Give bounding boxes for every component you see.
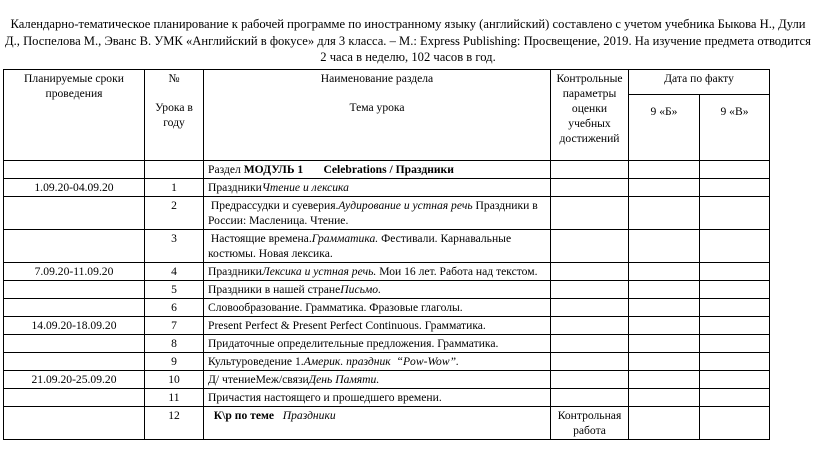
table-row <box>4 281 770 299</box>
topic-part-c: Мои 16 лет. Работа над текстом. <box>376 265 538 278</box>
table-row <box>4 353 770 371</box>
control-cell <box>551 371 629 389</box>
section-name: Celebrations / Праздники <box>323 163 454 176</box>
topic-part-b: Америк. праздник “Pow-Wow”. <box>303 355 459 368</box>
planned-date-cell <box>4 335 145 353</box>
lesson-number-cell: 6 <box>145 299 204 317</box>
actual-date-cell <box>629 389 700 407</box>
planned-date-cell: 21.09.20-25.09.20 <box>4 371 145 389</box>
topic-part-a: Present Perfect & Present Perfect Continuous. Грамматика. <box>208 319 486 332</box>
lesson-topic-cell <box>204 335 551 353</box>
table-row <box>4 407 770 440</box>
header-class-b: 9 «Б» <box>629 95 700 161</box>
table-row <box>4 389 770 407</box>
planned-date-cell <box>4 281 145 299</box>
actual-date-cell <box>700 317 770 335</box>
lesson-topic-cell <box>204 179 551 197</box>
control-cell <box>551 335 629 353</box>
actual-date-cell <box>700 299 770 317</box>
lesson-number-cell: 5 <box>145 281 204 299</box>
control-cell <box>551 263 629 281</box>
actual-date-cell <box>700 407 770 440</box>
lesson-rows <box>4 179 770 440</box>
header-lesson-topic: Тема урока <box>349 101 405 114</box>
header-class-v: 9 «В» <box>700 95 770 161</box>
topic-part-a: Словообразование. Грамматика. Фразовые глаголы. <box>208 301 463 314</box>
lesson-number-cell: 10 <box>145 371 204 389</box>
section-prefix: Раздел <box>208 163 241 176</box>
topic-part-b: Чтение и лексика <box>261 181 349 194</box>
lesson-number-cell: 1 <box>145 179 204 197</box>
topic-part-c: Праздники в России: Масленица. Чтение. <box>208 199 541 227</box>
lesson-number-cell: 4 <box>145 263 204 281</box>
planned-date-cell: 1.09.20-04.09.20 <box>4 179 145 197</box>
topic-part-a: Культуроведение 1. <box>208 355 304 368</box>
planned-date-cell <box>4 389 145 407</box>
actual-date-cell <box>700 281 770 299</box>
actual-date-cell <box>629 371 700 389</box>
lesson-number-cell: 2 <box>145 197 204 230</box>
actual-date-cell <box>629 317 700 335</box>
actual-date-cell <box>629 281 700 299</box>
lesson-topic-cell <box>204 407 551 440</box>
table-row <box>4 299 770 317</box>
control-cell <box>551 281 629 299</box>
header-row <box>4 70 770 95</box>
intro-text <box>0 16 816 66</box>
actual-date-cell <box>700 353 770 371</box>
control-cell <box>551 197 629 230</box>
lesson-topic-cell <box>204 299 551 317</box>
topic-part-c: Фестивали. Карнавальные костюмы. Новая лексика. <box>208 232 515 260</box>
actual-date-cell <box>700 179 770 197</box>
lesson-topic-cell <box>204 353 551 371</box>
section-row <box>4 161 770 179</box>
control-cell <box>551 317 629 335</box>
lesson-number-cell: 11 <box>145 389 204 407</box>
header-lesson-number <box>145 70 204 161</box>
topic-part-a: Праздники в нашей стране <box>208 283 341 296</box>
topic-part-a: Праздники <box>208 265 262 278</box>
actual-date-cell <box>700 263 770 281</box>
lesson-topic-cell <box>204 389 551 407</box>
actual-date-cell <box>700 371 770 389</box>
control-cell <box>551 389 629 407</box>
planned-date-cell <box>4 230 145 263</box>
lesson-number-cell: 7 <box>145 317 204 335</box>
actual-date-cell <box>700 389 770 407</box>
actual-date-cell <box>629 197 700 230</box>
lesson-topic-cell <box>204 263 551 281</box>
section-title <box>204 161 551 179</box>
table-row <box>4 197 770 230</box>
control-cell: Контрольная работа <box>551 407 629 440</box>
actual-date-cell <box>700 335 770 353</box>
lesson-topic-cell <box>204 281 551 299</box>
control-cell <box>551 230 629 263</box>
table-row <box>4 179 770 197</box>
topic-part-b: Грамматика. <box>311 232 379 245</box>
planned-date-cell <box>4 197 145 230</box>
topic-part-b: Аудирование и устная речь <box>338 199 473 212</box>
planned-date-cell: 7.09.20-11.09.20 <box>4 263 145 281</box>
table-row <box>4 230 770 263</box>
topic-part-b: Праздники <box>282 409 336 422</box>
section-module: МОДУЛЬ 1 <box>243 163 304 176</box>
lesson-plan-table <box>3 69 770 440</box>
actual-date-cell <box>629 353 700 371</box>
header-section-topic <box>204 70 551 161</box>
control-cell <box>551 353 629 371</box>
lesson-topic-cell <box>204 371 551 389</box>
topic-part-a: К\р по теме <box>208 409 283 422</box>
header-lesson-in-year: Урока в году <box>155 101 193 129</box>
topic-part-a: Предрассудки и суеверия. <box>208 199 339 212</box>
topic-part-b: День Памяти. <box>308 373 380 386</box>
lesson-number-cell: 8 <box>145 335 204 353</box>
lesson-topic-cell <box>204 317 551 335</box>
planned-date-cell <box>4 299 145 317</box>
topic-part-a: Причастия настоящего и прошедшего времени. <box>208 391 442 404</box>
actual-date-cell <box>629 299 700 317</box>
lesson-topic-cell <box>204 230 551 263</box>
table-row <box>4 263 770 281</box>
lesson-number-cell: 12 <box>145 407 204 440</box>
control-cell <box>551 299 629 317</box>
planned-date-cell <box>4 407 145 440</box>
header-actual-date: Дата по факту <box>629 70 770 95</box>
intro-line-1: Календарно-тематическое планирование к рабочей программе по иностранному языку (английский) составлено с учетом учебника Быкова Н., Дули <box>10 17 806 31</box>
actual-date-cell <box>629 263 700 281</box>
lesson-topic-cell <box>204 197 551 230</box>
actual-date-cell <box>629 230 700 263</box>
intro-line-3: 2 часа в неделю, 102 часов в год. <box>320 50 496 64</box>
topic-part-a: Придаточные определительные предложения. Грамматика. <box>208 337 499 350</box>
planned-date-cell <box>4 353 145 371</box>
control-cell <box>551 179 629 197</box>
topic-part-a: Праздники <box>208 181 262 194</box>
actual-date-cell <box>700 230 770 263</box>
topic-part-a: Настоящие времена. <box>208 232 312 245</box>
table-row <box>4 317 770 335</box>
lesson-number-cell: 3 <box>145 230 204 263</box>
planned-date-cell: 14.09.20-18.09.20 <box>4 317 145 335</box>
topic-part-a: Д/ чтениеМеж/связи <box>208 373 309 386</box>
table-row <box>4 335 770 353</box>
header-control: Контрольные параметры оценки учебных достижений <box>551 70 629 161</box>
actual-date-cell <box>629 335 700 353</box>
intro-line-2: Д., Поспелова М., Эванс В. УМК «Английский в фокусе» для 3 класса. – М.: Express Publishing: Просвещение, 2019. На изучение предмета отводится <box>5 33 811 48</box>
actual-date-cell <box>700 197 770 230</box>
header-number-sign: № <box>168 72 180 85</box>
table-row <box>4 371 770 389</box>
header-section-name: Наименование раздела <box>320 72 434 85</box>
actual-date-cell <box>629 407 700 440</box>
topic-part-b: Письмо. <box>340 283 381 296</box>
header-planned-dates: Планируемые сроки проведения <box>4 70 145 161</box>
actual-date-cell <box>629 179 700 197</box>
topic-part-b: Лексика и устная речь. <box>261 265 377 278</box>
lesson-number-cell: 9 <box>145 353 204 371</box>
